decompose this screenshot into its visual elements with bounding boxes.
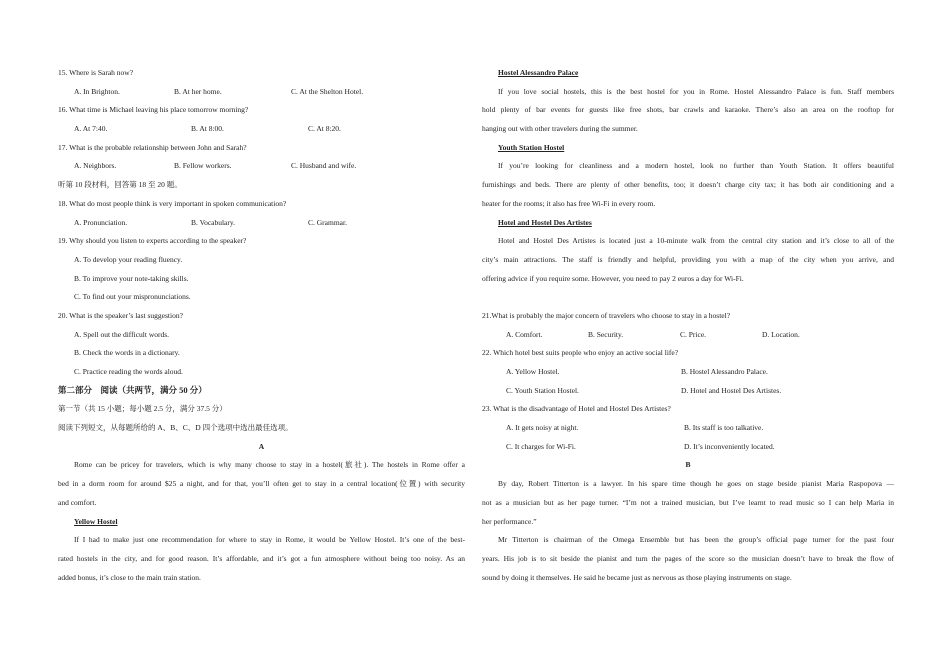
q20-option-a: A. Spell out the difficult words. xyxy=(74,329,170,339)
youth-station-heading: Youth Station Hostel xyxy=(498,142,565,152)
q23-stem: 23. What is the disadvantage of Hotel and Hostel Des Artistes? xyxy=(482,404,671,414)
part2-heading: 第二部分 阅读（共两节，满分 50 分） xyxy=(58,384,207,395)
passage-b-line: sound by doing it themselves. He said he became just as nervous as those playing instruments on stage. xyxy=(482,572,792,582)
reading-instruction: 阅读下列短文，从每题所给的 A、B、C、D 四个选项中选出最佳选项。 xyxy=(58,423,293,433)
q17-option-c: C. Husband and wife. xyxy=(291,161,357,171)
q19-stem: 19. Why should you listen to experts according to the speaker? xyxy=(58,236,247,246)
q19-option-a: A. To develop your reading fluency. xyxy=(74,254,183,264)
q18-option-c: C. Grammar. xyxy=(308,217,347,227)
q23-option-d: D. It’s inconveniently located. xyxy=(684,441,775,451)
q15-option-b: B. At her home. xyxy=(174,86,222,96)
passage-b-label: B xyxy=(685,460,691,470)
q20-option-c: C. Practice reading the words aloud. xyxy=(74,367,183,376)
passage-b-line: By day, Robert Titterton is a lawyer. In his spare time though he goes on stage beside pianist Maria Raspopova — xyxy=(498,479,894,489)
q22-option-d: D. Hotel and Hostel Des Artistes. xyxy=(681,385,782,395)
yellow-hostel-line: rated hostels in the city, and for good reason. It’s affordable, and it’s got a fun atmosphere without being too noisy. As an xyxy=(58,553,465,563)
youth-station-line: furnishings and beds. There are plenty of other benefits, too; it doesn’t charge city tax; it has both air conditioning and a xyxy=(482,180,894,190)
passage-b-line: Mr Titterton is chairman of the Omega Ensemble but has been the group’s official page turner for the past four xyxy=(498,535,894,545)
passage-a-line: bed in a dorm room for around $25 a night, and for that, you’ll often get to stay in a central location(位置) with security xyxy=(58,479,465,489)
youth-station-line: If you’re looking for cleanliness and a modern hostel, look no further than Youth Station. It offers beautiful xyxy=(498,161,894,171)
q17-stem: 17. What is the probable relationship between John and Sarah? xyxy=(58,142,247,152)
youth-station-line: heater for the rooms; it also has free Wi-Fi in every room. xyxy=(482,198,656,208)
q15-stem: 15. Where is Sarah now? xyxy=(58,68,134,77)
q16-stem: 16. What time is Michael leaving his place tomorrow morning? xyxy=(58,105,249,115)
q20-option-b: B. Check the words in a dictionary. xyxy=(74,348,180,358)
q19-option-c: C. To find out your mispronunciations. xyxy=(74,292,191,302)
q18-options xyxy=(58,218,465,237)
q16-option-c: C. At 8:20. xyxy=(308,124,341,134)
q22-options-cd xyxy=(482,386,894,405)
q15-options xyxy=(58,87,465,106)
q18-stem: 18. What do most people think is very important in spoken communication? xyxy=(58,198,287,208)
q23-option-a: A. It gets noisy at night. xyxy=(506,423,579,433)
alessandro-line: If you love social hostels, this is the best hostel for you in Rome. Hostel Alessandro Palace is fun. Staff members xyxy=(498,86,894,96)
q21-option-b: B. Security. xyxy=(588,329,624,339)
q16-option-b: B. At 8:00. xyxy=(191,124,224,134)
yellow-hostel-line: If I had to make just one recommendation for where to stay in Rome, it would be Yellow Hostel. It’s one of the best- xyxy=(74,535,465,545)
q16-option-a: A. At 7:40. xyxy=(74,124,108,134)
alessandro-line: hold plenty of bar events for guests like free shots, bar crawls and karaoke. There’s also an area on the rooftop for xyxy=(482,105,894,115)
passage-b-line: not as a musician but as her page turner. “I’m not a trained musician, but I’ve learnt to read music so I can help Maria in xyxy=(482,497,894,507)
passage-b-line: her performance.” xyxy=(482,516,537,526)
q22-option-b: B. Hostel Alessandro Palace. xyxy=(681,367,768,376)
yellow-hostel-heading: Yellow Hostel xyxy=(74,516,118,526)
q15-option-c: C. At the Shelton Hotel. xyxy=(291,86,364,96)
q21-stem: 21.What is probably the major concern of travelers who choose to stay in a hostel? xyxy=(482,310,731,320)
q22-option-a: A. Yellow Hostel. xyxy=(506,367,560,376)
alessandro-heading: Hostel Alessandro Palace xyxy=(498,68,579,77)
q23-options-ab xyxy=(482,423,894,442)
q21-option-c: C. Price. xyxy=(680,329,707,339)
q18-option-a: A. Pronunciation. xyxy=(74,217,128,227)
q23-options-cd xyxy=(482,442,894,461)
section1-heading: 第一节（共 15 小题；每小题 2.5 分，满分 37.5 分） xyxy=(58,404,227,414)
left-column xyxy=(58,68,465,591)
q19-option-b: B. To improve your note-taking skills. xyxy=(74,273,189,283)
des-artistes-heading: Hotel and Hostel Des Artistes xyxy=(498,217,592,227)
q16-options xyxy=(58,124,465,143)
q17-option-b: B. Fellow workers. xyxy=(174,161,232,171)
q23-option-c: C. It charges for Wi-Fi. xyxy=(506,441,576,451)
passage-b-line: years. His job is to sit beside the pianist and turn the pages of the score so the musician doesn’t have to break the flow of xyxy=(482,553,894,563)
q21-option-a: A. Comfort. xyxy=(506,329,543,339)
q18-option-b: B. Vocabulary. xyxy=(191,217,236,227)
q21-options xyxy=(482,330,894,349)
des-artistes-line: offering advice if you require some. However, you need to pay 2 euros a day for Wi-Fi. xyxy=(482,273,744,283)
q22-options-ab xyxy=(482,367,894,386)
alessandro-line: hanging out with other travelers during the summer. xyxy=(482,124,638,134)
passage-a-label: A xyxy=(258,441,265,451)
q15-option-a: A. In Brighton. xyxy=(74,86,120,96)
listening-instruction: 听第 10 段材料，回答第 18 至 20 题。 xyxy=(58,180,182,190)
spacer xyxy=(482,292,894,311)
q22-stem: 22. Which hotel best suits people who enjoy an active social life? xyxy=(482,348,679,358)
passage-a-line: and comfort. xyxy=(58,497,97,507)
q17-options xyxy=(58,161,465,180)
q22-option-c: C. Youth Station Hostel. xyxy=(506,385,579,395)
q21-option-d: D. Location. xyxy=(762,329,800,339)
q17-option-a: A. Neighbors. xyxy=(74,161,117,171)
des-artistes-line: city’s main attractions. The staff is friendly and helpful, providing you with a map of the city when you arrive, and xyxy=(482,254,894,264)
q23-option-b: B. Its staff is too talkative. xyxy=(684,423,764,433)
q20-stem: 20. What is the speaker’s last suggestion? xyxy=(58,310,183,320)
right-column xyxy=(482,68,894,591)
des-artistes-line: Hotel and Hostel Des Artistes is located just a 10-minute walk from the central city station and it’s close to all of the xyxy=(498,236,894,246)
yellow-hostel-line: added bonus, it’s close to the main train station. xyxy=(58,572,201,582)
passage-a-line: Rome can be pricey for travelers, which is why many choose to stay in a hostel(旅社). The hostels in Rome offer a xyxy=(74,460,465,470)
